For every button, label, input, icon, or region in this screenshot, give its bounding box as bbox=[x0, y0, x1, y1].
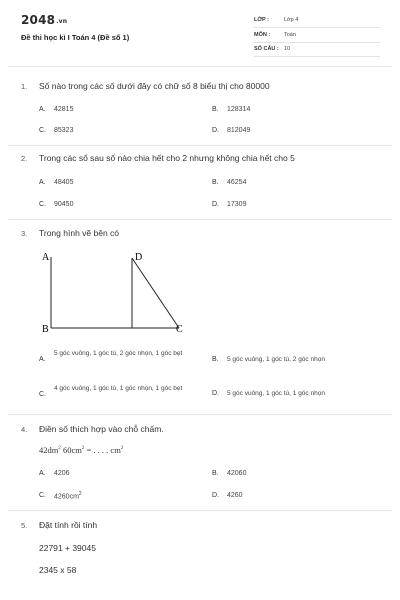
option-c[interactable]: 85323 bbox=[54, 127, 74, 134]
option-c[interactable] bbox=[54, 491, 82, 500]
option-b[interactable]: 5 góc vuông, 1 góc tù, 2 góc nhọn bbox=[227, 356, 325, 363]
option-letter: D. bbox=[212, 492, 219, 499]
label-c: C bbox=[176, 324, 183, 335]
option-letter: D. bbox=[212, 127, 219, 134]
question-number: 1. bbox=[21, 82, 28, 91]
option-d[interactable]: 5 góc vuông, 1 góc tù, 1 góc nhọn bbox=[227, 390, 325, 397]
header-divider bbox=[8, 66, 392, 67]
option-d[interactable]: 812049 bbox=[227, 127, 251, 134]
option-a[interactable]: 42815 bbox=[54, 106, 74, 113]
expr-sup: 2 bbox=[120, 446, 124, 452]
divider bbox=[254, 56, 380, 57]
option-a[interactable]: 48405 bbox=[54, 179, 74, 186]
question-text: Số nào trong các số dưới đây có chữ số 8 biểu thị cho 80000 bbox=[39, 81, 270, 91]
option-a[interactable]: 5 góc vuông, 1 góc tù, 2 góc nhọn, 1 góc bẹt bbox=[54, 350, 183, 357]
option-c-text: 4260cm bbox=[54, 493, 79, 501]
option-letter: C. bbox=[39, 201, 46, 208]
option-d[interactable]: 17309 bbox=[227, 201, 247, 208]
question-number: 5. bbox=[21, 521, 28, 530]
option-letter: B. bbox=[212, 106, 219, 113]
expr-sup: 2 bbox=[58, 446, 61, 452]
calc-line: 2345 x 58 bbox=[39, 565, 77, 575]
question-text: Đặt tính rồi tính bbox=[39, 520, 98, 530]
label-b: B bbox=[42, 324, 49, 335]
expr-cm: 60cm bbox=[63, 445, 82, 455]
option-b[interactable]: 42060 bbox=[227, 470, 247, 477]
count-value: 10 bbox=[284, 46, 291, 52]
expr-dm: 42dm bbox=[39, 445, 59, 455]
question-number: 4. bbox=[21, 425, 28, 434]
math-expression bbox=[39, 445, 123, 455]
expr-eq: = . . . . cm bbox=[84, 445, 121, 455]
count-label: SỐ CÂU : bbox=[254, 46, 279, 52]
logo-tld: .vn bbox=[56, 18, 68, 25]
class-value: Lớp 4 bbox=[284, 17, 299, 23]
option-letter: B. bbox=[212, 356, 219, 363]
divider bbox=[254, 42, 380, 43]
question-divider bbox=[8, 219, 392, 220]
option-letter: B. bbox=[212, 179, 219, 186]
option-letter: A. bbox=[39, 470, 46, 477]
subject-value: Toán bbox=[284, 32, 296, 38]
question-divider bbox=[8, 510, 392, 511]
label-d: D bbox=[135, 252, 143, 263]
option-b[interactable]: 46254 bbox=[227, 179, 247, 186]
question-divider bbox=[8, 414, 392, 415]
label-a: A bbox=[42, 252, 50, 263]
class-label: LỚP : bbox=[254, 17, 269, 23]
geometry-figure bbox=[36, 246, 196, 338]
option-a[interactable]: 4206 bbox=[54, 470, 70, 477]
expr-sup: 2 bbox=[81, 446, 85, 452]
option-c[interactable]: 4 góc vuông, 1 góc tù, 1 góc nhọn, 1 góc bẹt bbox=[54, 385, 183, 392]
option-c-sup: 2 bbox=[78, 491, 82, 497]
option-letter: C. bbox=[39, 492, 46, 499]
option-b[interactable]: 128314 bbox=[227, 106, 251, 113]
option-letter: C. bbox=[39, 127, 46, 134]
option-letter: A. bbox=[39, 179, 46, 186]
calc-line: 22791 + 39045 bbox=[39, 543, 96, 553]
option-letter: A. bbox=[39, 356, 46, 363]
question-number: 3. bbox=[21, 229, 28, 238]
option-letter: B. bbox=[212, 470, 219, 477]
option-letter: C. bbox=[39, 391, 46, 398]
question-text: Trong hình vẽ bên có bbox=[39, 228, 120, 238]
question-text: Điền số thích hợp vào chỗ chấm. bbox=[39, 424, 164, 434]
segment-dc bbox=[132, 258, 179, 328]
option-d[interactable]: 4260 bbox=[227, 492, 243, 499]
option-letter: D. bbox=[212, 390, 219, 397]
question-number: 2. bbox=[21, 154, 28, 163]
logo-text: 2048 bbox=[21, 13, 56, 27]
option-letter: D. bbox=[212, 201, 219, 208]
subject-label: MÔN : bbox=[254, 32, 271, 38]
site-logo[interactable] bbox=[21, 13, 67, 27]
question-divider bbox=[8, 145, 392, 146]
option-letter: A. bbox=[39, 106, 46, 113]
document-title: Đề thi học kì I Toán 4 (Đề số 1) bbox=[21, 33, 130, 42]
question-text: Trong các số sau số nào chia hết cho 2 nhưng không chia hết cho 5 bbox=[39, 153, 295, 163]
option-c[interactable]: 90450 bbox=[54, 201, 74, 208]
divider bbox=[254, 27, 380, 28]
